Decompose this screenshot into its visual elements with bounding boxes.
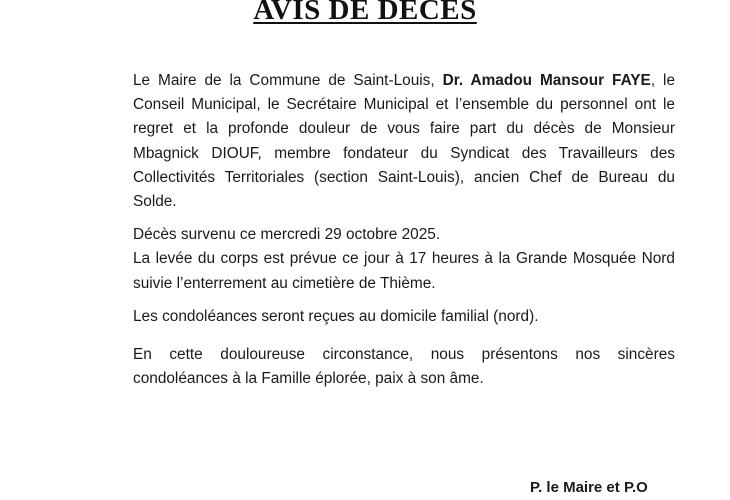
signature-line: P. le Maire et P.O (530, 479, 648, 496)
funeral-paragraph: La levée du corps est prévue ce jour à 17 heures à la Grande Mosquée Nord suivie l’enterrement au cimetière de Thième. (133, 250, 675, 292)
closing-paragraph: En cette douloureuse circonstance, nous présentons nos sincères condoléances à la Famille éplorée, paix à son âme. (133, 346, 675, 388)
notice-title: AVIS DE DECES (253, 0, 477, 26)
announcement-intro: Le Maire de la Commune de Saint-Louis, (133, 72, 443, 89)
notice-body (133, 69, 675, 391)
announcement-paragraph (133, 69, 675, 214)
condolences-location-line: Les condoléances seront reçues au domicile familial (nord). (133, 307, 539, 325)
death-date-line: Décès survenu ce mercredi 29 octobre 2025. (133, 226, 441, 244)
mayor-name: Dr. Amadou Mansour FAYE (442, 72, 651, 89)
announcement-rest: , le Conseil Municipal, le Secrétaire Municipal et l’ensemble du personnel ont le regret et la profonde douleur de vous faire part du décès de Monsieur Mbagnick DIOUF, membre fondateur du Syndicat des Travailleurs des Collectivités Territoriales (section Saint-Louis), ancien Chef de Bureau du Solde. (133, 72, 676, 211)
